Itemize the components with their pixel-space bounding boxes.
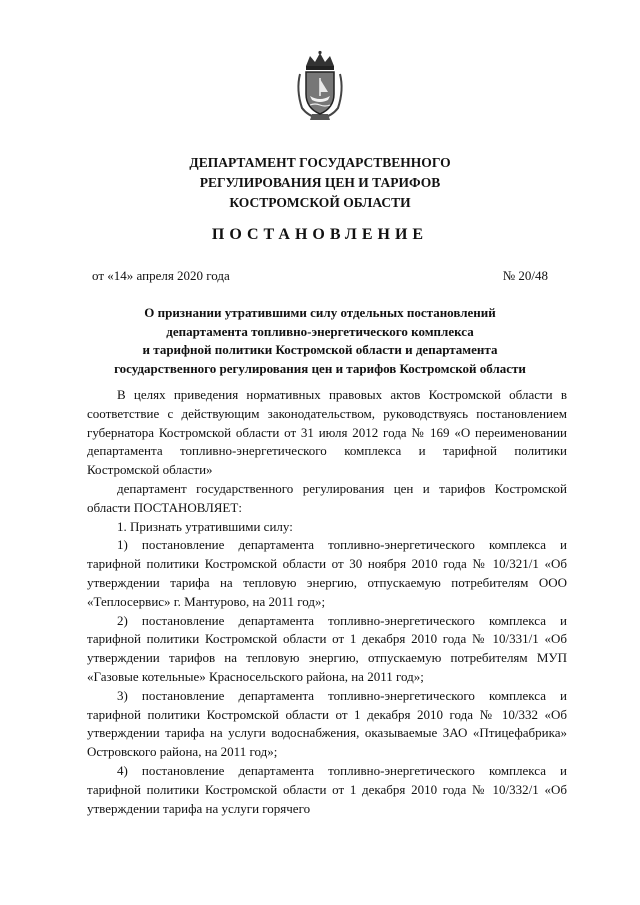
subject-line: О признании утратившими силу отдельных постановлений	[144, 305, 496, 320]
department-name	[0, 153, 640, 213]
department-line: КОСТРОМСКОЙ ОБЛАСТИ	[229, 195, 411, 210]
body-paragraph-resolution: департамент государственного регулирования цен и тарифов Костромской области ПОСТАНОВЛЯЕТ:	[87, 480, 567, 515]
document-subject	[86, 304, 554, 378]
body-paragraph-item-3: 3) постановление департамента топливно-энергетического комплекса и тарифной политики Костромской области от 1 декабря 2010 года № 10/332 «Об утверждении тарифа на услуги водоснабжения, оказываемые ЗАО «Птицефабрика» Островского района, на 2011 год»;	[87, 687, 567, 760]
department-line: ДЕПАРТАМЕНТ ГОСУДАРСТВЕННОГО	[189, 155, 451, 170]
document-body	[87, 386, 567, 818]
subject-line: государственного регулирования цен и тарифов Костромской области	[114, 360, 526, 376]
body-paragraph-item-1: 1) постановление департамента топливно-энергетического комплекса и тарифной политики Костромской области от 30 ноября 2010 года № 10/321/1 «Об утверждении тарифа на тепловую энергию, отпускаемую потребителям ООО «Теплосервис» г. Мантурово, на 2011 год»;	[87, 537, 567, 609]
subject-line: и тарифной политики Костромской области и департамента	[142, 342, 498, 357]
body-paragraph-item-2: 2) постановление департамента топливно-энергетического комплекса и тарифной политики Костромской области от 1 декабря 2010 года № 10/331/1 «Об утверждении тарифов на тепловую энергию, отпускаемую потребителям МУП «Газовые котельные» Красносельского района, на 2011 год»;	[87, 612, 567, 684]
body-paragraph-item-4: 4) постановление департамента топливно-энергетического комплекса и тарифной политики Костромской области от 1 декабря 2010 года № 10/332/1 «Об утверждении тарифа на услуги горячего	[87, 762, 567, 816]
document-type-title: ПОСТАНОВЛЕНИЕ	[211, 226, 429, 243]
subject-line: департамента топливно-энергетического комплекса	[166, 323, 474, 339]
body-paragraph-preamble: В целях приведения нормативных правовых актов Костромской области в соответствие с действующим законодательством, руководствуясь постановлением губернатора Костромской области от 31 июля 2012 года № 169 «О переименовании департамента топливно-энергетического комплекса и тарифной политики Костромской области»	[87, 387, 567, 478]
body-paragraph-clause-1: 1. Признать утратившими силу:	[117, 518, 293, 534]
document-date: от «14» апреля 2020 года	[92, 268, 230, 283]
document-number: № 20/48	[502, 268, 548, 283]
coat-of-arms-icon	[292, 50, 348, 122]
department-line: РЕГУЛИРОВАНИЯ ЦЕН И ТАРИФОВ	[199, 175, 441, 190]
